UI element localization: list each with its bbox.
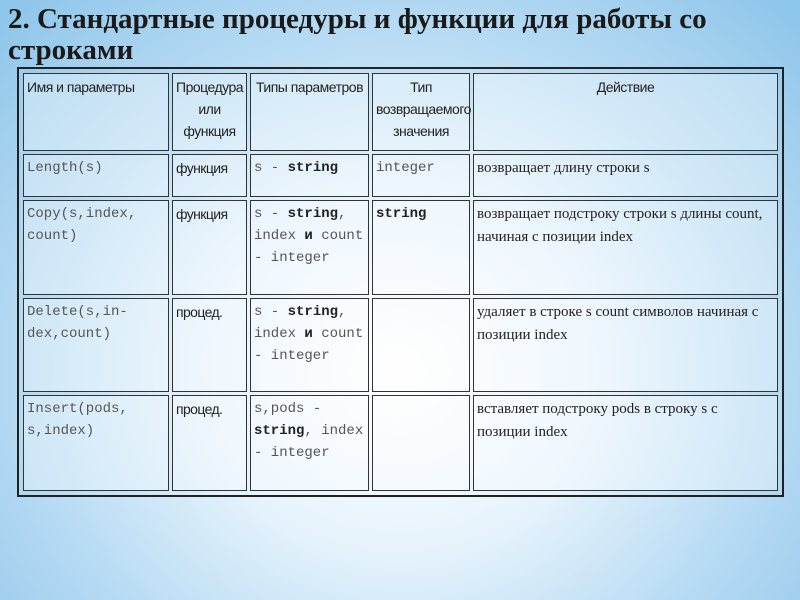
cell-name: Insert(pods, s,index) xyxy=(23,395,169,491)
cell-kind: процед. xyxy=(172,395,247,491)
param-type-segment: - xyxy=(262,159,288,176)
header-param-types: Типы параметров xyxy=(250,73,369,151)
cell-name: Copy(s,index, count) xyxy=(23,200,169,295)
param-type-segment: string xyxy=(287,303,339,320)
cell-param-types xyxy=(250,395,369,491)
param-type-segment: , index xyxy=(304,422,364,439)
cell-return-type xyxy=(372,298,470,392)
cell-kind: функция xyxy=(172,200,247,295)
param-type-segment: и xyxy=(304,227,313,244)
param-type-segment: - integer xyxy=(254,347,330,364)
param-type-segment: - xyxy=(262,303,288,320)
table-row xyxy=(23,154,778,197)
param-type-segment: s xyxy=(254,303,263,320)
cell-param-types xyxy=(250,200,369,295)
param-type-segment: s xyxy=(254,205,263,222)
param-type-segment: - xyxy=(304,400,322,417)
param-type-segment: string xyxy=(287,159,339,176)
header-name-params: Имя и параметры xyxy=(23,73,169,151)
string-functions-table xyxy=(20,70,781,494)
header-return-type: Тип возвращаемого значения xyxy=(372,73,470,151)
cell-param-types xyxy=(250,154,369,197)
table-header-row xyxy=(23,73,778,151)
cell-action: возвращает длину строки s xyxy=(473,154,778,197)
cell-name: Delete(s,in-dex,count) xyxy=(23,298,169,392)
cell-action: удаляет в строке s count символов начиная с позиции index xyxy=(473,298,778,392)
param-type-segment: , index xyxy=(254,303,347,342)
cell-action: возвращает подстроку строки s длины count, начиная с позиции index xyxy=(473,200,778,295)
slide-title: 2. Стандартные процедуры и функции для работы со строками xyxy=(8,3,707,66)
cell-return-type: string xyxy=(372,200,470,295)
param-type-segment: s,pods xyxy=(254,400,305,417)
param-type-segment: s xyxy=(254,159,263,176)
header-action: Действие xyxy=(473,73,778,151)
table-row xyxy=(23,298,778,392)
param-type-segment: - integer xyxy=(254,444,330,461)
cell-kind: процед. xyxy=(172,298,247,392)
table-row xyxy=(23,395,778,491)
param-type-segment: string xyxy=(254,422,305,439)
cell-param-types xyxy=(250,298,369,392)
header-kind: Процедура или функция xyxy=(172,73,247,151)
param-type-segment: count xyxy=(312,227,364,244)
functions-table-frame xyxy=(17,67,784,497)
param-type-segment: - xyxy=(262,205,288,222)
cell-action: вставляет подстроку pods в строку s с позиции index xyxy=(473,395,778,491)
cell-return-type xyxy=(372,395,470,491)
cell-kind: функция xyxy=(172,154,247,197)
param-type-segment: - integer xyxy=(254,249,330,266)
cell-return-type: integer xyxy=(372,154,470,197)
cell-name: Length(s) xyxy=(23,154,169,197)
param-type-segment: count xyxy=(312,325,364,342)
table-row xyxy=(23,200,778,295)
param-type-segment: и xyxy=(304,325,313,342)
param-type-segment: string xyxy=(287,205,339,222)
param-type-segment: , index xyxy=(254,205,347,244)
